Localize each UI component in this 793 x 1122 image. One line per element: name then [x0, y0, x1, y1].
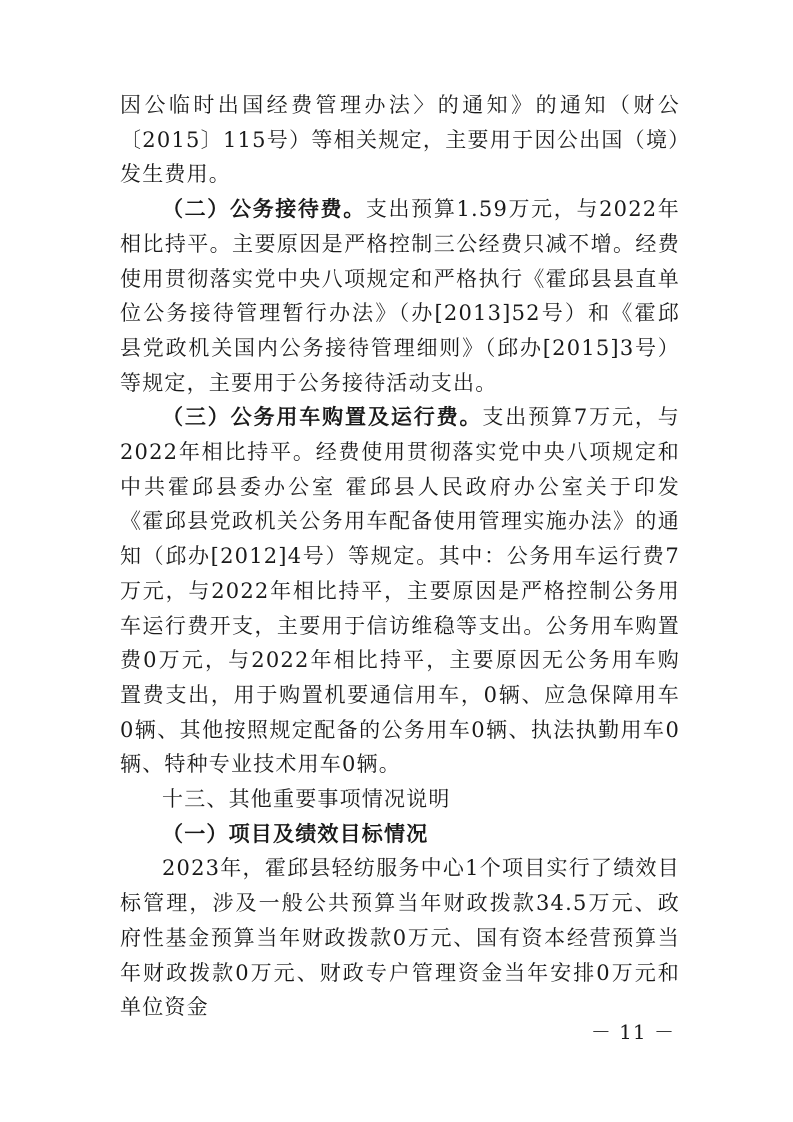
section-heading: （三）公务用车购置及运行费。 [162, 404, 483, 430]
subsection-title-performance [120, 817, 680, 852]
paragraph-continuation [120, 88, 680, 192]
section-title-other-matters [120, 782, 680, 817]
paragraph-text: 支出预算7万元，与2022年相比持平。经费使用贯彻落实党中央八项规定和中共霍邱县委办公室 霍邱县人民政府办公室关于印发《霍邱县党政机关公务用车配备使用管理实施办法》的通知（邱办[2012]4号）等规定。其中：公务用车运行费7万元，与2022年相比持平，主要原因是严格控制公务用车运行费开支，主要用于信访维稳等支出。公务用车购置费0万元，与2022年相比持平，主要原因无公务用车购置费支出，用于购置机要通信用车，0辆、应急保障用车0辆、其他按照规定配备的公务用车0辆、执法执勤用车0辆、特种专业技术用车0辆。 [120, 405, 680, 777]
paragraph-performance [120, 851, 680, 1025]
paragraph-text: 因公临时出国经费管理办法〉的通知》的通知（财公〔2015〕115号）等相关规定，主要用于因公出国（境）发生费用。 [120, 93, 680, 187]
document-body [120, 88, 680, 1025]
paragraph-text: 十三、其他重要事项情况说明 [162, 787, 451, 812]
paragraph-text: 支出预算1.59万元，与2022年相比持平。主要原因是严格控制三公经费只减不增。经费使用贯彻落实党中央八项规定和严格执行《霍邱县县直单位公务接待管理暂行办法》（办[2013]52号）和《霍邱县党政机关国内公务接待管理细则》（邱办[2015]3号）等规定，主要用于公务接待活动支出。 [120, 197, 680, 395]
paragraph-text: 2023年，霍邱县轻纺服务中心1个项目实行了绩效目标管理，涉及一般公共预算当年财政拨款34.5万元、政府性基金预算当年财政拨款0万元、国有资本经营预算当年财政拨款0万元、财政专户管理资金当年安排0万元和单位资金 [120, 856, 680, 1020]
page-number: － 11 － [590, 1020, 675, 1044]
section-heading: （二）公务接待费。 [162, 196, 366, 222]
section-heading: （一）项目及绩效目标情况 [162, 820, 429, 846]
paragraph-vehicle-fee [120, 400, 680, 782]
paragraph-reception-fee [120, 192, 680, 400]
